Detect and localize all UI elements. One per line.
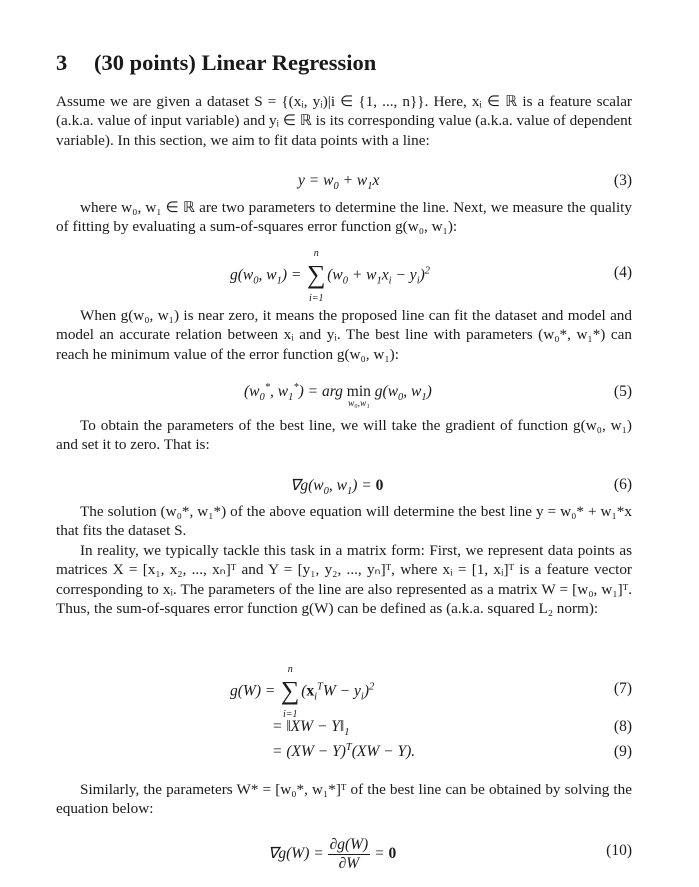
equation-number: (6)	[613, 476, 632, 493]
paragraph-matrix-form: In reality, we typically tackle this task in a matrix form: First, we represent data points as matrices X = [x₁, x₂, ..., xₙ]ᵀ and Y = [y₁, y₂, ..., yₙ]ᵀ, where xᵢ = [1, xᵢ]ᵀ is a feature vector corresponding to xᵢ. The parameters of the line are also represented as a matrix W = [w₀, w₁]ᵀ. Thus, the sum-of-squares error function g(W) can be defined as (a.k.a. squared L₂ norm):	[56, 542, 632, 617]
sum-lower-limit: i=1	[282, 709, 298, 720]
equation-4: $g(w_0$, $w_1$) = n ∑ i=1 $(w_0 + w_1x_i - y_i)^2$ (4)	[230, 248, 632, 304]
equation-number: (5)	[613, 383, 632, 400]
paragraph-best-line: When g(w₀, w₁) is near zero, it means the proposed line can fit the dataset and model and model an accurate relation between xᵢ and yᵢ. The best line with parameters (w₀*, w₁*) can reach he minimum value of the error function g(w₀, w₁):	[56, 307, 632, 363]
paragraph-parameters: where w₀, w₁ ∈ ℝ are two parameters to determine the line. Next, we measure the quality of fitting by evaluating a sum-of-squares error function g(w₀, w₁):	[56, 199, 632, 236]
paragraph-solution: The solution (w₀*, w₁*) of the above equation will determine the best line y = w₀* + w₁*x that fits the dataset S.	[56, 503, 632, 540]
equation-5: ($w_0^*$, $w_1^*$) = arg min w₀,w₁ $g(w_0$, $w_1$) (5)	[244, 381, 632, 409]
equation-8: = ‖XW − $Y‖_1$ (8)	[272, 718, 632, 739]
equation-7: g(W) = n ∑ i=1 $(x_i^TW - y_i)^2$ (7)	[230, 664, 632, 720]
equation-number: (4)	[613, 264, 632, 281]
equation-10: ∇g(W) = $\frac{\partial g(W)}{\partial W}$ = 0 (10)	[268, 836, 632, 872]
argmin-subscript: w₀,w₁	[348, 399, 370, 409]
equation-6: $\nabla g(w_0$, $w_1) = 0$ (6)	[290, 476, 632, 498]
equation-3: $y = w_0 + w_1x$ (3)	[298, 172, 632, 193]
equation-number: (3)	[613, 172, 632, 189]
sum-upper-limit: n	[287, 664, 293, 675]
equation-number: (7)	[613, 680, 632, 697]
paragraph-optimal-weights: Similarly, the parameters W* = [w₀*, w₁*]ᵀ of the best line can be obtained by solving the equation below:	[56, 781, 632, 818]
sum-upper-limit: n	[313, 248, 319, 259]
section-heading	[56, 50, 376, 76]
paragraph-gradient: To obtain the parameters of the best line, we will take the gradient of function g(w₀, w₁) and set it to zero. That is:	[56, 417, 632, 454]
equation-number: (8)	[613, 718, 632, 735]
equation-number: (10)	[606, 842, 632, 859]
sum-lower-limit: i=1	[308, 293, 324, 304]
section-number: 3	[56, 50, 68, 75]
paragraph-intro: Assume we are given a dataset S = {(xᵢ, yᵢ)|i ∈ {1, ..., n}}. Here, xᵢ ∈ ℝ is a feature scalar (a.k.a. value of input variable) and yᵢ ∈ ℝ is its corresponding value (a.k.a. value of dependent variable). In this section, we aim to fit data points with a line:	[56, 93, 632, 149]
section-title: (30 points) Linear Regression	[94, 50, 377, 75]
equation-number: (9)	[613, 743, 632, 760]
equation-9: = (XW − Y)$^T$(XW − Y). (9)	[272, 741, 632, 760]
